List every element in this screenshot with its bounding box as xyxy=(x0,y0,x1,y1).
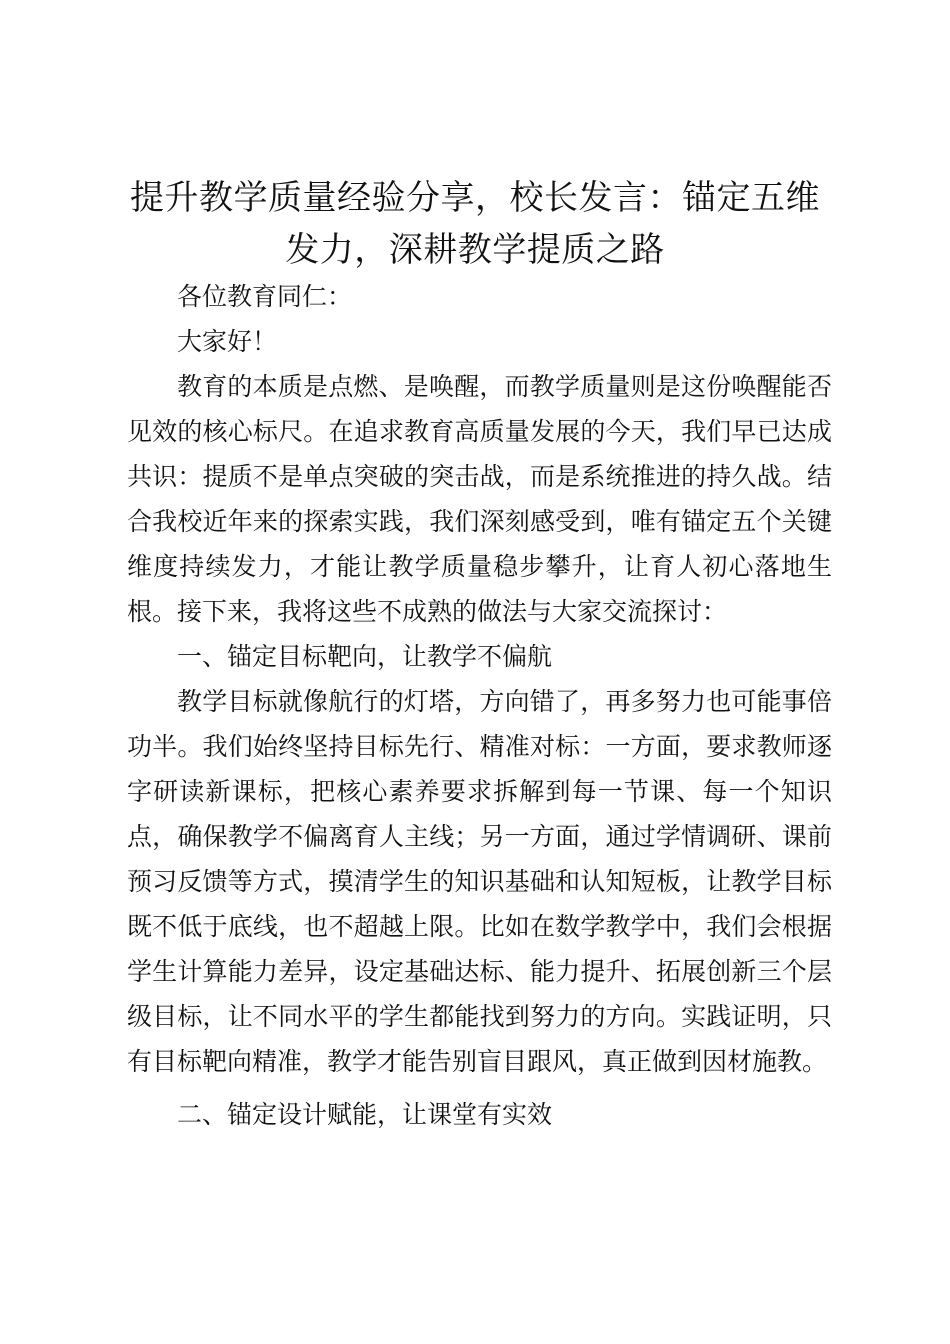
paragraph-gap xyxy=(127,1084,832,1092)
section-1-heading: 一、锚定目标靶向，让教学不偏航 xyxy=(177,642,553,671)
intro-paragraph: 教育的本质是点燃、是唤醒，而教学质量则是这份唤醒能否见效的核心标尺。在追求教育高质量发展的今天，我们早已达成共识：提质不是单点突破的突击战，而是系统推进的持久战。结合我校近年来的探索实践，我们深刻感受到，唯有锚定五个关键维度持续发力，才能让教学质量稳步攀升，让育人初心落地生根。接下来，我将这些不成熟的做法与大家交流探讨： xyxy=(127,372,832,626)
greeting: 大家好！ xyxy=(177,327,278,356)
document-body xyxy=(127,274,832,1137)
document-title: 提升教学质量经验分享，校长发言：锚定五维发力，深耕教学提质之路 xyxy=(130,178,820,270)
salutation: 各位教育同仁： xyxy=(177,282,353,311)
section-1-paragraph: 教学目标就像航行的灯塔，方向错了，再多努力也可能事倍功半。我们始终坚持目标先行、精准对标：一方面，要求教师逐字研读新课标，把核心素养要求拆解到每一节课、每一个知识点，确保教学不偏离育人主线；另一方面，通过学情调研、课前预习反馈等方式，摸清学生的知识基础和认知短板，让教学目标既不低于底线，也不超越上限。比如在数学教学中，我们会根据学生计算能力差异，设定基础达标、能力提升、拓展创新三个层级目标，让不同水平的学生都能找到努力的方向。实践证明，只有目标靶向精准，教学才能告别盲目跟风，真正做到因材施教。 xyxy=(127,687,832,1076)
section-2-heading: 二、锚定设计赋能，让课堂有实效 xyxy=(177,1100,553,1129)
